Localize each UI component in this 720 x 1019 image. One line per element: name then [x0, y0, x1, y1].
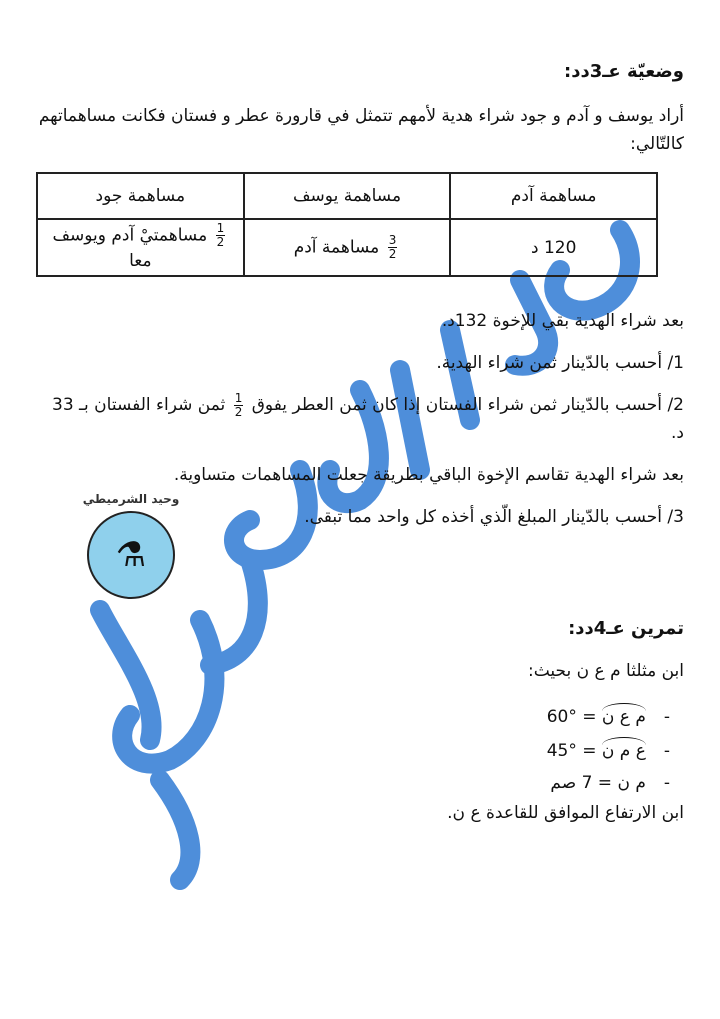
header-youssef: مساهمة يوسف [244, 173, 451, 219]
share-text: بعد شراء الهدية تقاسم الإخوة الباقي بطريقة جعلت المساهمات متساوية. [173, 465, 684, 485]
document [36, 58, 684, 827]
list-item [36, 769, 684, 797]
exercise-intro: ابن مثلثا م ع ن بحيث: [528, 661, 684, 681]
question-2-part-1: 2/ أحسب بالدّينار ثمن شراء الفستان إذا كان ثمن العطر يفوق [251, 395, 684, 415]
list-item [36, 737, 684, 765]
fraction-denominator: 2 [216, 235, 225, 249]
fraction-denominator: 2 [388, 247, 397, 261]
angle-arc: م ع ن [602, 703, 646, 728]
exercise-title: تمرين عـ4دد: [568, 618, 684, 639]
cell-jood-text: مساهمتيْ آدم ويوسف معا [52, 225, 208, 271]
exercise-task: ابن الارتفاع الموافق للقاعدة ع ن. [447, 803, 684, 823]
cell-youssef [244, 219, 451, 276]
fraction-numerator: 1 [216, 221, 225, 235]
question-2 [36, 391, 684, 447]
list-item [36, 703, 684, 731]
header-adam: مساهمة آدم [450, 173, 657, 219]
bullet: - [663, 707, 670, 727]
table-row [37, 219, 657, 276]
remaining-text: بعد شراء الهدية بقي للإخوة 132د. [441, 311, 684, 331]
fraction-denominator: 2 [234, 404, 243, 419]
cell-jood [37, 219, 244, 276]
logo [76, 491, 186, 599]
spacer [36, 599, 684, 607]
bullet: - [663, 741, 670, 761]
fraction [234, 392, 244, 419]
fraction-numerator: 1 [234, 390, 243, 405]
contributions-table [36, 172, 658, 277]
cell-adam: 120 د [450, 219, 657, 276]
situation-title: وضعيّة عـ3دد: [564, 61, 684, 82]
bullet: - [663, 773, 670, 793]
question-2-part-2: ثمن شراء الفستان بـ 33 د. [52, 395, 684, 443]
question-1: 1/ أحسب بالدّينار ثمن شراء الهدية. [436, 353, 684, 373]
fraction-numerator: 3 [388, 233, 397, 247]
logo-flask-icon: ⚗ [87, 511, 175, 599]
angle-value: = 45° [546, 741, 597, 761]
question-3: 3/ أحسب بالدّينار المبلغ الّذي أخذه كل واحد مما تبقى. [304, 507, 684, 527]
logo-text: وحيد الشرميطي [82, 492, 180, 506]
angle-value: = 60° [546, 707, 597, 727]
fraction [388, 234, 398, 261]
table-header-row [37, 173, 657, 219]
intro-line-2: كالتّالي: [630, 134, 684, 154]
length-value: م ن = 7 صم [550, 773, 646, 793]
cell-youssef-text: مساهمة آدم [293, 237, 380, 258]
header-jood: مساهمة جود [37, 173, 244, 219]
fraction [216, 222, 226, 249]
angle-arc: ع م ن [602, 737, 646, 762]
intro-line-1: أراد يوسف و آدم و جود شراء هدية لأمهم تتمثل في قارورة عطر و فستان فكانت مساهماتهم [38, 106, 684, 126]
